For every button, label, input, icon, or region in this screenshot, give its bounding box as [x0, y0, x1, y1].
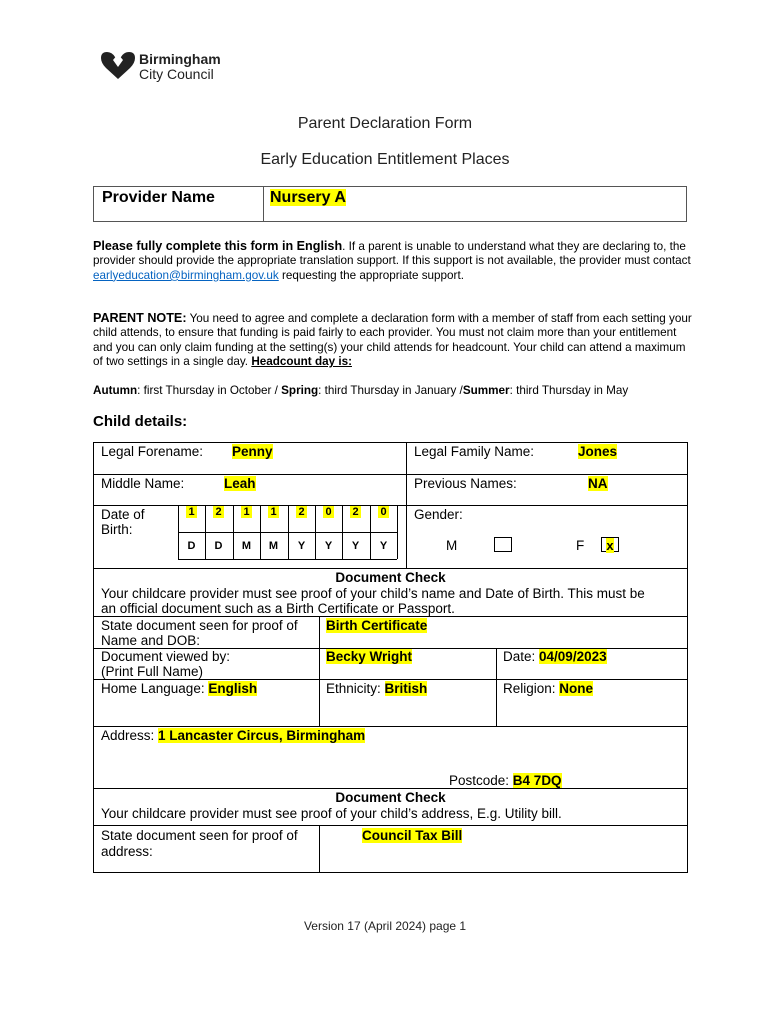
gender-label: Gender: — [414, 507, 463, 522]
heart-logo-icon — [99, 50, 137, 80]
intro-text2: requesting the appropriate support. — [278, 268, 464, 282]
dob-digit — [288, 506, 315, 524]
home-language-label: Home Language: — [101, 681, 209, 696]
previous-names-value: NA — [588, 476, 608, 491]
spring-text: : third Thursday in January / — [318, 384, 463, 397]
family-name-value: Jones — [578, 444, 618, 459]
dob-digit — [233, 506, 260, 524]
spring-label: Spring — [281, 384, 319, 397]
dob-digit — [205, 506, 232, 524]
middle-name-label: Middle Name: — [101, 476, 185, 491]
dob-format-label: D — [214, 540, 223, 552]
dob-format-label: M — [241, 540, 252, 552]
family-name-label: Legal Family Name: — [414, 444, 535, 459]
proof-name-value: Birth Certificate — [326, 618, 428, 633]
dob-format-label: M — [268, 540, 279, 552]
date-value: 04/09/2023 — [539, 649, 607, 664]
logo-line1: Birmingham — [139, 51, 221, 67]
dob-format-label: Y — [351, 540, 360, 552]
child-details-heading: Child details: — [93, 413, 188, 430]
dob-digit — [315, 506, 342, 524]
gender-f-mark: x — [606, 538, 614, 553]
gender-m-label: M — [446, 538, 458, 553]
ethnicity-value: British — [384, 681, 428, 696]
dob-format-label: Y — [324, 540, 333, 552]
provider-value: Nursery A — [270, 189, 346, 206]
intro-text1: . If a parent is unable to understand what they are declaring to, the provider should provide the appropriate translation support. If this support is not available, the provider must contact — [93, 240, 691, 268]
intro-paragraph — [93, 239, 693, 283]
summer-text: : third Thursday in May — [509, 384, 629, 397]
email-link[interactable]: earlyeducation@birmingham.gov.uk — [93, 268, 279, 282]
date-label: Date: — [503, 649, 540, 664]
ethnicity-label: Ethnicity: — [326, 681, 385, 696]
dob-digit-value: 0 — [380, 506, 387, 518]
gender-f-label: F — [576, 538, 585, 553]
doc-check2-text: Your childcare provider must see proof of your child’s address, E.g. Utility bill. — [101, 806, 562, 821]
address-label: Address: — [101, 728, 159, 743]
dob-digit-value: 2 — [352, 506, 359, 518]
dob-digit-value: 0 — [325, 506, 332, 518]
forename-label: Legal Forename: — [101, 444, 204, 459]
viewed-by-value: Becky Wright — [326, 649, 413, 664]
dob-digit-value: 1 — [188, 506, 195, 518]
proof-address-value: Council Tax Bill — [362, 828, 463, 843]
intro-bold: Please fully complete this form in English — [93, 239, 343, 253]
provider-label: Provider Name — [94, 187, 264, 221]
form-title: Parent Declaration Form — [297, 115, 473, 132]
middle-name-value: Leah — [224, 476, 256, 491]
proof-name-label2: Name and DOB: — [101, 633, 201, 648]
dob-digit — [178, 506, 205, 524]
religion-value: None — [559, 681, 594, 696]
postcode-label: Postcode: — [449, 773, 513, 788]
dob-format-label: Y — [379, 540, 388, 552]
terms-line — [93, 384, 703, 398]
headcount-label: Headcount day is: — [251, 355, 352, 369]
viewed-by-label2: (Print Full Name) — [101, 664, 204, 679]
dob-digit — [342, 506, 369, 524]
dob-digit-value: 1 — [243, 506, 250, 518]
dob-digit — [370, 506, 397, 524]
dob-digit-value: 2 — [298, 506, 305, 518]
note-text: You need to agree and complete a declaration form with a member of staff from each setting your child attends, to ensure that funding is paid fairly to each provider. You must not claim more than your entitlement and you can only claim funding at the setting(s) your child attends for headcount. Your child can attend a maximum of two settings in a single day. — [93, 312, 692, 369]
logo-line2: City Council — [139, 66, 214, 82]
proof-address-label2: address: — [101, 844, 153, 859]
note-bold: PARENT NOTE: — [93, 311, 187, 325]
dob-digit-value: 1 — [270, 506, 277, 518]
home-language-value: English — [208, 681, 258, 696]
council-logo — [99, 50, 229, 82]
dob-format-label: Y — [297, 540, 306, 552]
doc-check-heading-1: Document Check — [335, 570, 446, 585]
dob-label-line2: Birth: — [101, 522, 133, 537]
autumn-text: : first Thursday in October / — [137, 384, 282, 397]
viewed-by-label1: Document viewed by: — [101, 649, 231, 664]
previous-names-label: Previous Names: — [414, 476, 517, 491]
summer-label: Summer — [462, 384, 510, 397]
doc-check-heading-2: Document Check — [335, 790, 446, 805]
dob-format-label: D — [187, 540, 196, 552]
page-footer: Version 17 (April 2024) page 1 — [303, 919, 467, 933]
dob-digit — [260, 506, 287, 524]
address-value: 1 Lancaster Circus, Birmingham — [158, 728, 366, 743]
proof-name-label1: State document seen for proof of — [101, 618, 298, 633]
proof-address-label1: State document seen for proof of — [101, 828, 298, 843]
autumn-label: Autumn — [93, 384, 138, 397]
forename-value: Penny — [232, 444, 273, 459]
parent-note — [93, 311, 693, 370]
form-subtitle: Early Education Entitlement Places — [260, 151, 510, 168]
dob-digit-value: 2 — [215, 506, 222, 518]
provider-box — [93, 186, 687, 222]
gender-f-checkbox[interactable] — [601, 537, 619, 552]
religion-label: Religion: — [503, 681, 560, 696]
gender-m-checkbox[interactable] — [494, 537, 512, 552]
doc-check-text2: an official document such as a Birth Certificate or Passport. — [101, 601, 455, 616]
doc-check-text1: Your childcare provider must see proof of your child’s name and Date of Birth. This must be — [101, 586, 645, 601]
dob-grid — [178, 505, 398, 561]
dob-label-line1: Date of — [101, 507, 145, 522]
postcode-value: B4 7DQ — [512, 773, 562, 788]
